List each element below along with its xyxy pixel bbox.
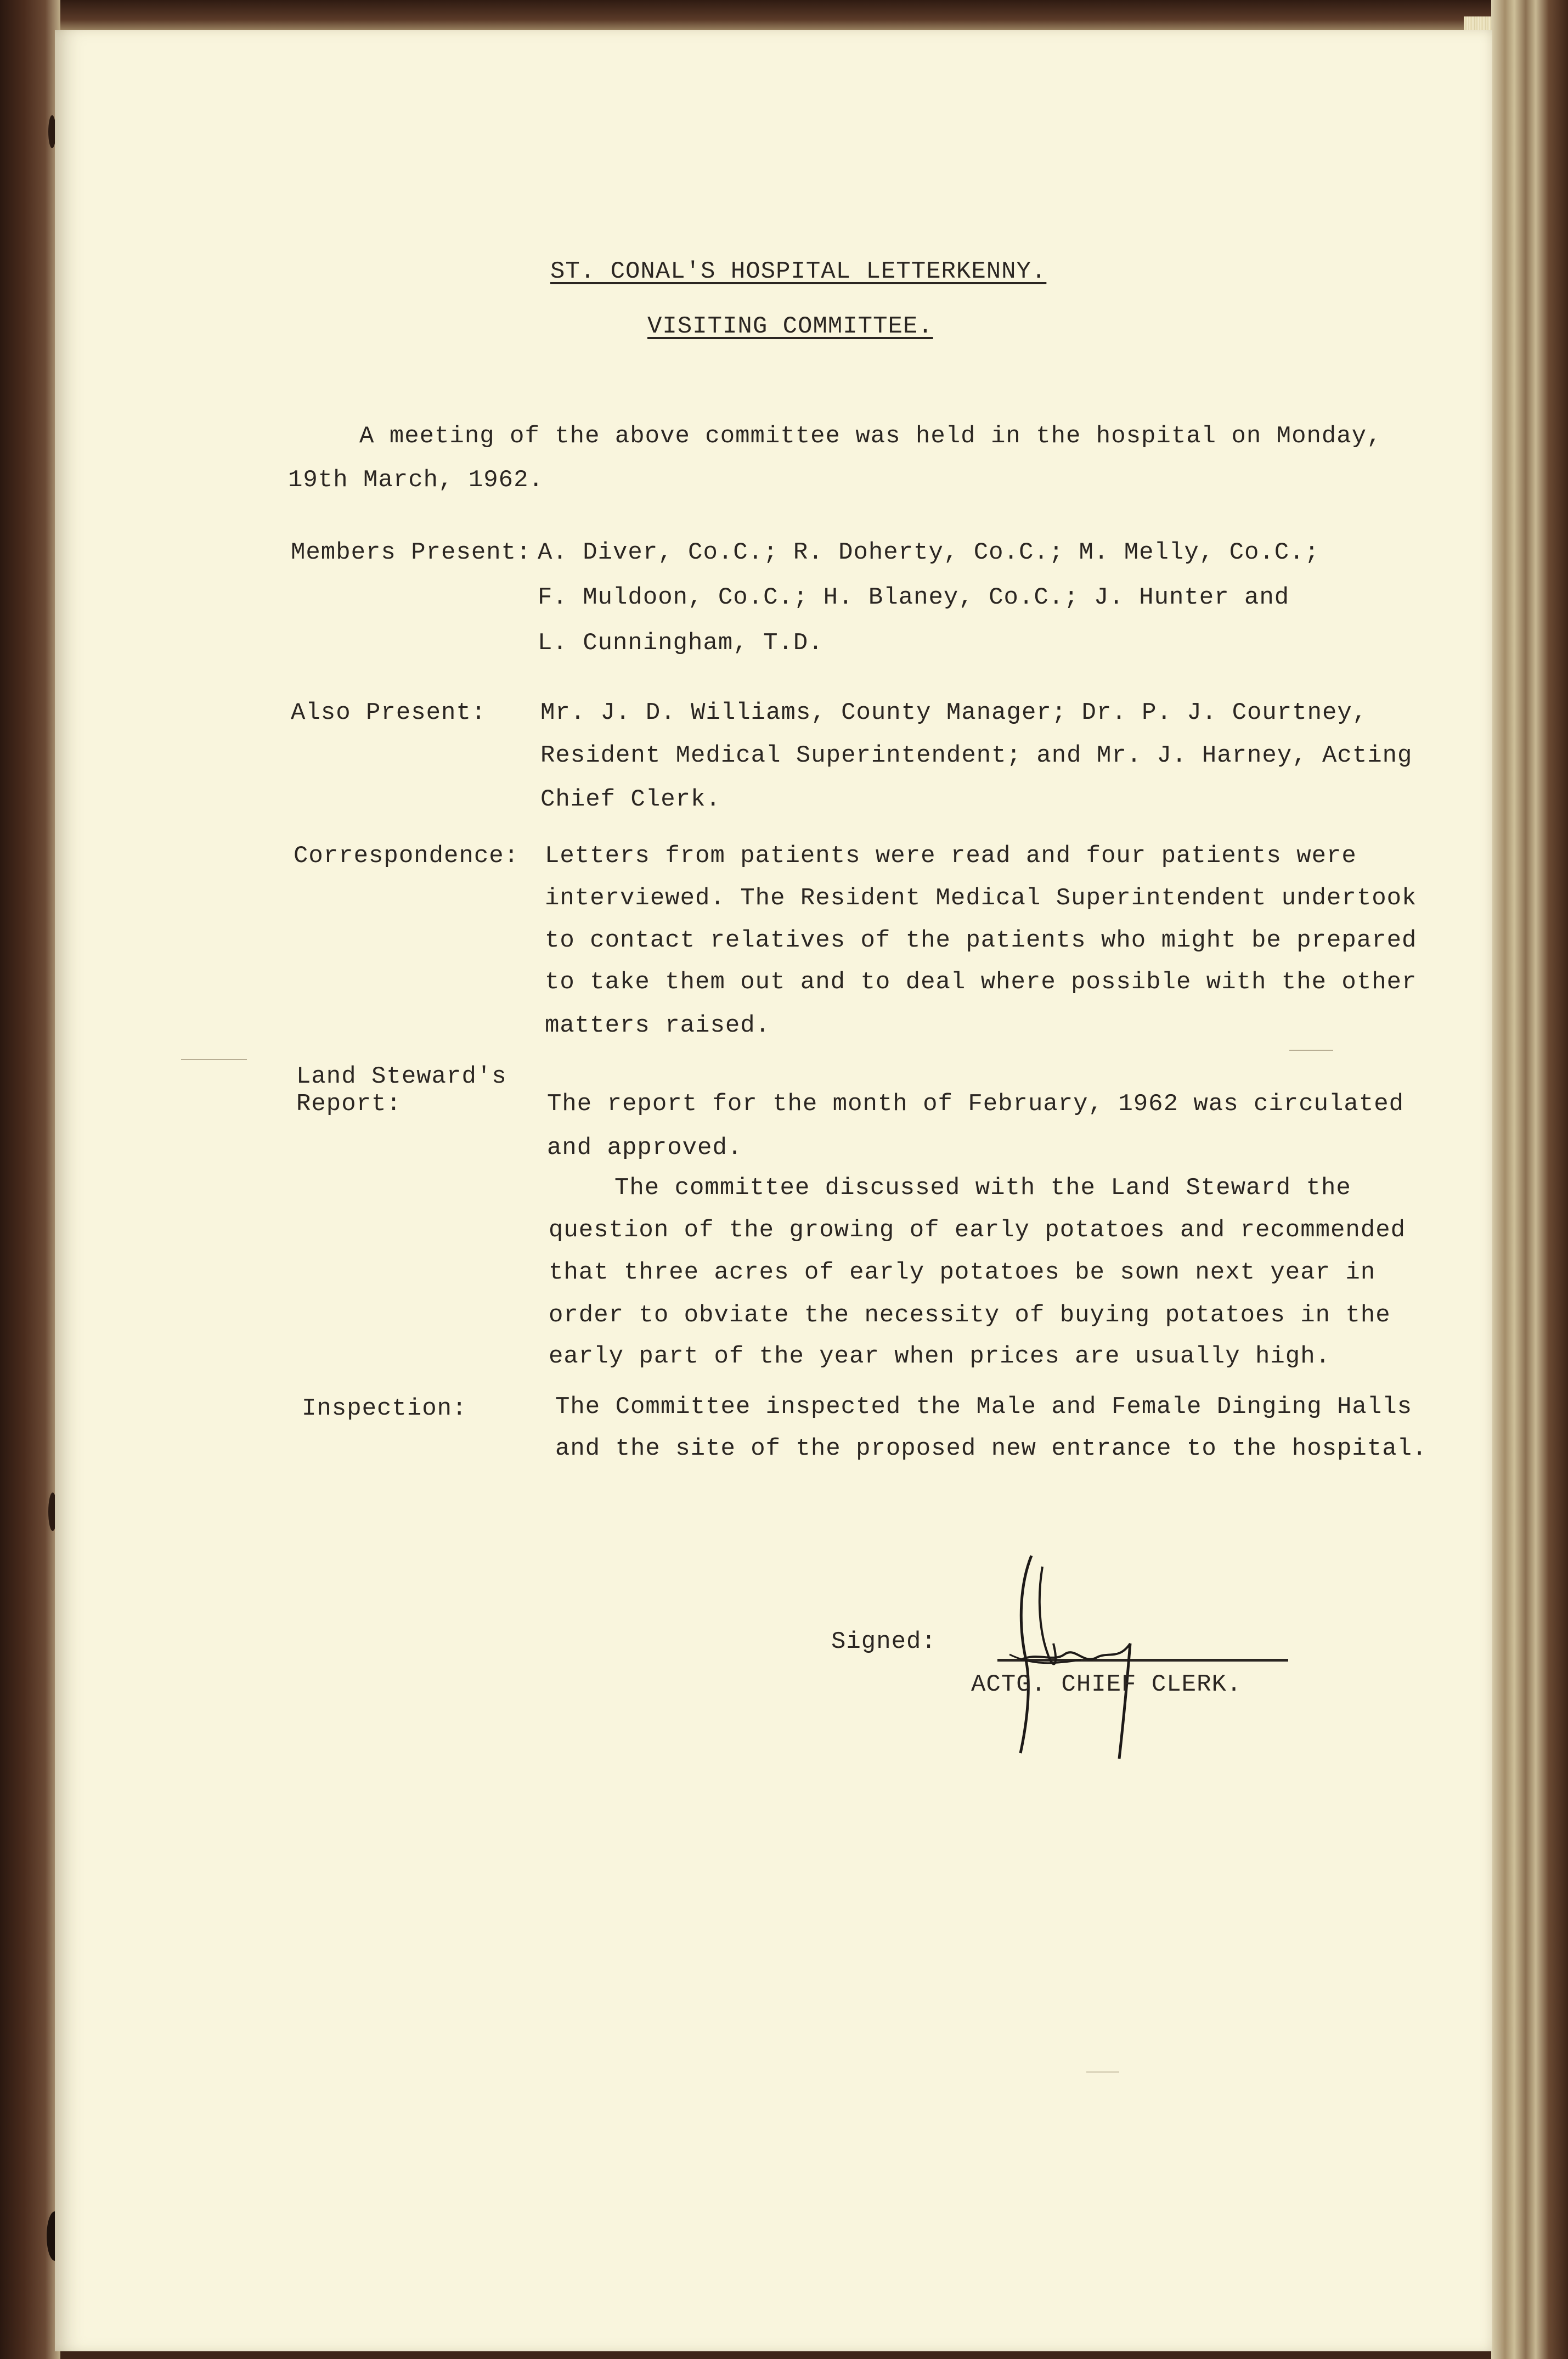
book-binding-left xyxy=(0,0,60,2359)
correspondence-line-3: to contact relatives of the patients who might be prepared xyxy=(545,927,1417,954)
signatory-title: ACTG. CHIEF CLERK. xyxy=(971,1671,1242,1698)
land-steward-line-7: early part of the year when prices are usually high. xyxy=(549,1343,1331,1370)
handwritten-signature xyxy=(966,1534,1174,1764)
land-steward-label-2: Report: xyxy=(296,1090,402,1118)
members-line-2: F. Muldoon, Co.C.; H. Blaney, Co.C.; J. Hunter and xyxy=(538,584,1290,611)
land-steward-line-4: question of the growing of early potatoes and recommended xyxy=(549,1217,1406,1244)
intro-line-2: 19th March, 1962. xyxy=(288,466,544,494)
signed-label: Signed: xyxy=(831,1628,937,1656)
land-steward-line-1: The report for the month of February, 1962 was circulated xyxy=(547,1090,1405,1118)
land-steward-line-5: that three acres of early potatoes be sown next year in xyxy=(549,1259,1376,1286)
members-line-1: A. Diver, Co.C.; R. Doherty, Co.C.; M. Melly, Co.C.; xyxy=(538,539,1320,566)
intro-line-1: A meeting of the above committee was held in the hospital on Monday, xyxy=(359,423,1382,450)
correspondence-line-1: Letters from patients were read and four patients were xyxy=(545,842,1357,870)
members-line-3: L. Cunningham, T.D. xyxy=(538,629,824,657)
document-title: ST. CONAL'S HOSPITAL LETTERKENNY. xyxy=(550,258,1047,285)
land-steward-line-6: order to obviate the necessity of buying potatoes in the xyxy=(549,1302,1391,1329)
inspection-line-1: The Committee inspected the Male and Female Dinging Halls xyxy=(555,1393,1413,1421)
land-steward-line-3: The committee discussed with the Land Steward the xyxy=(614,1174,1351,1202)
land-steward-line-2: and approved. xyxy=(547,1134,743,1162)
also-line-2: Resident Medical Superintendent; and Mr. J. Harney, Acting xyxy=(540,742,1413,769)
document-subtitle: VISITING COMMITTEE. xyxy=(647,313,933,340)
land-steward-label-1: Land Steward's xyxy=(296,1063,507,1090)
also-present-label: Also Present: xyxy=(291,699,487,727)
inspection-line-2: and the site of the proposed new entrance to the hospital. xyxy=(555,1435,1428,1462)
stray-dash xyxy=(181,1059,247,1060)
members-present-label: Members Present: xyxy=(291,539,532,566)
inspection-label: Inspection: xyxy=(302,1395,467,1422)
also-line-3: Chief Clerk. xyxy=(540,786,721,813)
correspondence-line-2: interviewed. The Resident Medical Superintendent undertook xyxy=(545,885,1417,912)
book-top-edge xyxy=(0,0,1568,33)
correspondence-label: Correspondence: xyxy=(294,842,520,870)
correspondence-line-4: to take them out and to deal where possible with the other xyxy=(545,969,1417,996)
stray-dash xyxy=(1289,1050,1333,1051)
stray-dash xyxy=(1086,2071,1119,2073)
correspondence-line-5: matters raised. xyxy=(545,1012,771,1039)
also-line-1: Mr. J. D. Williams, County Manager; Dr. P. J. Courtney, xyxy=(540,699,1368,727)
book-binding-right xyxy=(1491,0,1568,2359)
document-page xyxy=(55,30,1492,2351)
